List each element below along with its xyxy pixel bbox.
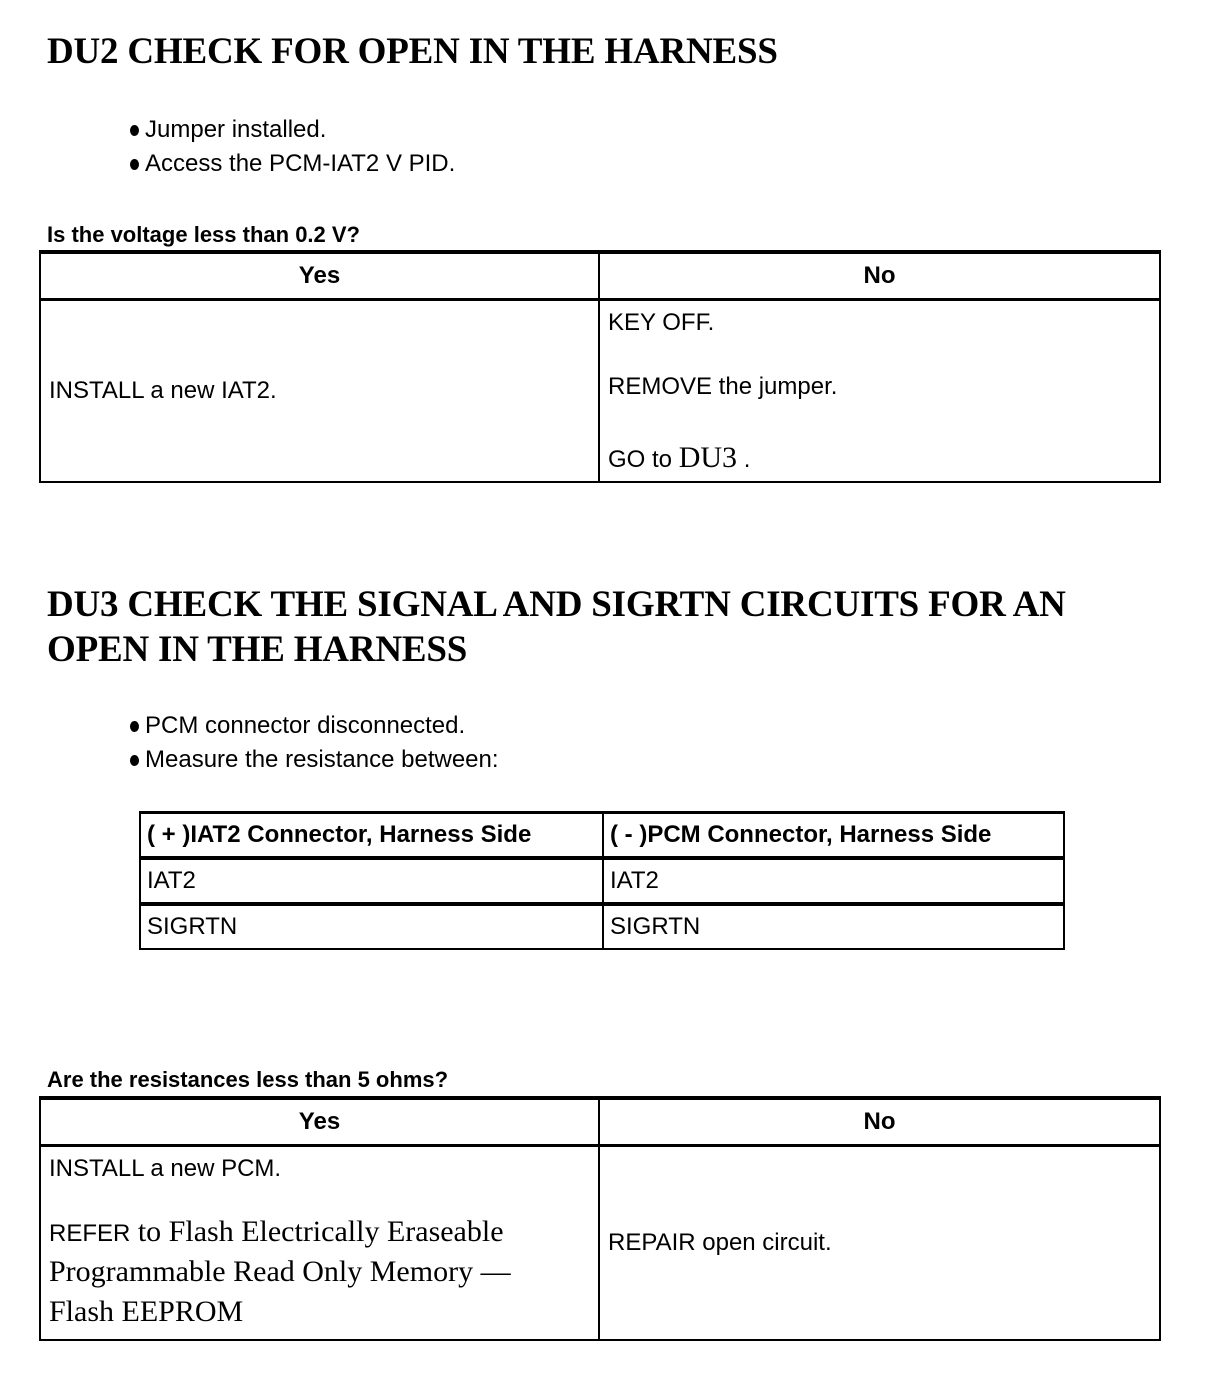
du3-result-table bbox=[39, 1096, 1161, 1341]
du3-link[interactable]: DU3 bbox=[678, 441, 738, 474]
connector-row bbox=[140, 904, 1064, 949]
pcm-connector-header: ( - )PCM Connector, Harness Side bbox=[603, 813, 1064, 859]
bullet-icon bbox=[130, 159, 139, 170]
du2-question: Is the voltage less than 0.2 V? bbox=[47, 222, 360, 247]
du2-result-table bbox=[39, 250, 1161, 483]
yes-header: Yes bbox=[40, 252, 599, 300]
du2-no-action-remove-jumper: REMOVE the jumper. bbox=[608, 373, 838, 400]
du2-no-action-key-off: KEY OFF. bbox=[608, 309, 715, 336]
du2-no-cell bbox=[599, 300, 1160, 482]
du3-bullet-list bbox=[128, 709, 499, 777]
connector-cell: SIGRTN bbox=[140, 904, 603, 949]
refer-label: REFER bbox=[49, 1220, 131, 1247]
du3-yes-cell bbox=[40, 1146, 599, 1340]
goto-text: GO to bbox=[608, 446, 679, 473]
no-header: No bbox=[599, 252, 1160, 300]
du2-no-action-goto bbox=[608, 441, 1151, 475]
du2-bullet-list bbox=[128, 113, 455, 181]
du3-heading-line2: OPEN IN THE HARNESS bbox=[47, 629, 468, 670]
goto-period: . bbox=[737, 446, 751, 473]
connector-row bbox=[140, 858, 1064, 904]
du2-bullet-item bbox=[128, 147, 455, 181]
connector-table bbox=[139, 811, 1065, 950]
du3-heading bbox=[47, 582, 1066, 672]
du3-heading-line1: DU3 CHECK THE SIGNAL AND SIGRTN CIRCUITS FOR AN bbox=[47, 584, 1066, 625]
bullet-icon bbox=[130, 721, 139, 732]
du2-bullet-text: Jumper installed. bbox=[145, 116, 327, 143]
flash-eeprom-link[interactable]: to Flash Electrically Eraseable Programmable Read Only Memory — Flash EEPROM bbox=[49, 1215, 511, 1328]
connector-cell: IAT2 bbox=[140, 858, 603, 904]
du2-heading: DU2 CHECK FOR OPEN IN THE HARNESS bbox=[47, 31, 778, 72]
du3-yes-install-pcm: INSTALL a new PCM. bbox=[49, 1155, 282, 1182]
connector-cell: SIGRTN bbox=[603, 904, 1064, 949]
du2-yes-action: INSTALL a new IAT2. bbox=[49, 376, 277, 404]
du3-bullet-text: PCM connector disconnected. bbox=[145, 712, 466, 739]
du3-bullet-item bbox=[128, 709, 499, 743]
bullet-icon bbox=[130, 755, 139, 766]
du2-bullet-text: Access the PCM-IAT2 V PID. bbox=[145, 150, 456, 177]
du2-bullet-item bbox=[128, 113, 455, 147]
bullet-icon bbox=[130, 125, 139, 136]
no-header: No bbox=[599, 1098, 1160, 1146]
connector-cell: IAT2 bbox=[603, 858, 1064, 904]
du2-yes-cell bbox=[40, 300, 599, 482]
du3-yes-refer bbox=[49, 1213, 590, 1333]
du3-bullet-item bbox=[128, 743, 499, 777]
du3-bullet-text: Measure the resistance between: bbox=[145, 746, 499, 773]
iat2-connector-header: ( + )IAT2 Connector, Harness Side bbox=[140, 813, 603, 859]
du3-no-cell bbox=[599, 1146, 1160, 1340]
yes-header: Yes bbox=[40, 1098, 599, 1146]
du3-no-action: REPAIR open circuit. bbox=[608, 1228, 832, 1256]
du3-question: Are the resistances less than 5 ohms? bbox=[47, 1067, 449, 1092]
